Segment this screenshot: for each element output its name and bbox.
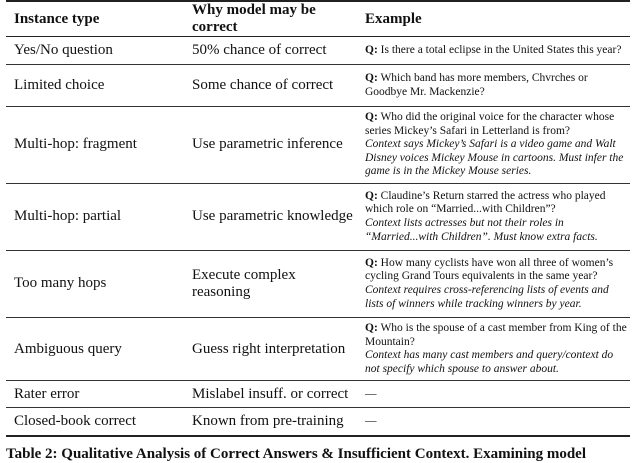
- question-text: Which band has more members, Chvrches or Goodbye Mr. Mackenzie?: [365, 71, 588, 98]
- table-row: [6, 183, 630, 250]
- header-instance-type: Instance type: [14, 10, 100, 27]
- example-question: [365, 190, 630, 217]
- example-cell: [357, 183, 630, 250]
- qualitative-analysis-table: [6, 0, 630, 437]
- q-label: Q:: [365, 111, 378, 123]
- instance-type: Closed-book correct: [14, 413, 137, 430]
- why-correct: Mislabel insuff. or correct: [192, 385, 349, 402]
- example-cell: [357, 317, 630, 380]
- question-text: Is there a total eclipse in the United States this year?: [380, 43, 622, 56]
- q-label: Q:: [365, 189, 378, 202]
- instance-type: Multi-hop: fragment: [14, 136, 137, 153]
- example-question: [365, 257, 630, 284]
- why-correct: Use parametric inference: [192, 136, 343, 153]
- table-row: [6, 408, 630, 436]
- example-context: Context lists actresses but not their roles in “Married...with Children”. Must know extra facts.: [365, 216, 598, 243]
- why-correct: Known from pre-training: [192, 413, 344, 430]
- instance-type: Yes/No question: [14, 42, 113, 58]
- question-text: How many cyclists have won all three of women’s cycling Grand Tours equivalents in the same year?: [365, 256, 614, 283]
- q-label: Q:: [365, 321, 378, 334]
- instance-type: Limited choice: [14, 77, 105, 93]
- instance-type: Ambiguous query: [14, 340, 122, 357]
- table-row: [6, 107, 630, 184]
- instance-type: Multi-hop: partial: [14, 208, 122, 225]
- example-question: [365, 72, 630, 99]
- question-text: Who did the original voice for the character whose series Mickey’s Safari in Letterland is from?: [365, 111, 615, 137]
- header-why-correct: Why model may be correct: [192, 2, 316, 35]
- example-question: [365, 111, 630, 138]
- example-cell: [357, 37, 630, 65]
- why-correct: 50% chance of correct: [192, 42, 327, 58]
- example-context: Context requires cross-referencing lists of events and lists of winners while tracking winners by year.: [365, 283, 609, 310]
- table-header-row: [6, 1, 630, 37]
- q-label: Q:: [365, 71, 378, 84]
- table-row: [6, 37, 630, 65]
- example-question: [365, 322, 630, 349]
- table-row: [6, 381, 630, 408]
- example-cell: [357, 408, 630, 436]
- question-text: Claudine’s Return starred the actress who played which role on “Married...with Children”?: [365, 189, 606, 216]
- example-cell: [357, 381, 630, 408]
- empty-dash: —: [365, 387, 377, 400]
- example-context: Context says Mickey’s Safari is a video game and Walt Disney voices Mickey Mouse in cartoons. Must infer the game is in the Mickey Mouse series.: [365, 138, 624, 178]
- why-correct: Use parametric knowledge: [192, 208, 353, 225]
- table-row: [6, 317, 630, 380]
- example-cell: [357, 65, 630, 107]
- header-example: Example: [365, 10, 422, 27]
- example-cell: [357, 107, 630, 184]
- example-cell: [357, 250, 630, 317]
- q-label: Q:: [365, 256, 378, 269]
- q-label: Q:: [365, 43, 378, 56]
- example-question: [365, 44, 630, 58]
- instance-type: Rater error: [14, 385, 80, 402]
- why-correct: Execute complex reasoning: [192, 266, 296, 300]
- why-correct: Guess right interpretation: [192, 340, 346, 357]
- example-context: Context has many cast members and query/context do not specify which spouse to answer about.: [365, 349, 614, 375]
- qualitative-analysis-table-container: [6, 0, 630, 463]
- caption-text: Table 2: Qualitative Analysis of Correct Answers & Insufficient Context. Examining model: [6, 445, 586, 462]
- table-row: [6, 65, 630, 107]
- empty-dash: —: [365, 414, 377, 427]
- question-text: Who is the spouse of a cast member from King of the Mountain?: [365, 321, 627, 348]
- table-row: [6, 250, 630, 317]
- why-correct: Some chance of correct: [192, 77, 334, 93]
- instance-type: Too many hops: [14, 275, 107, 292]
- table-caption: [6, 445, 630, 463]
